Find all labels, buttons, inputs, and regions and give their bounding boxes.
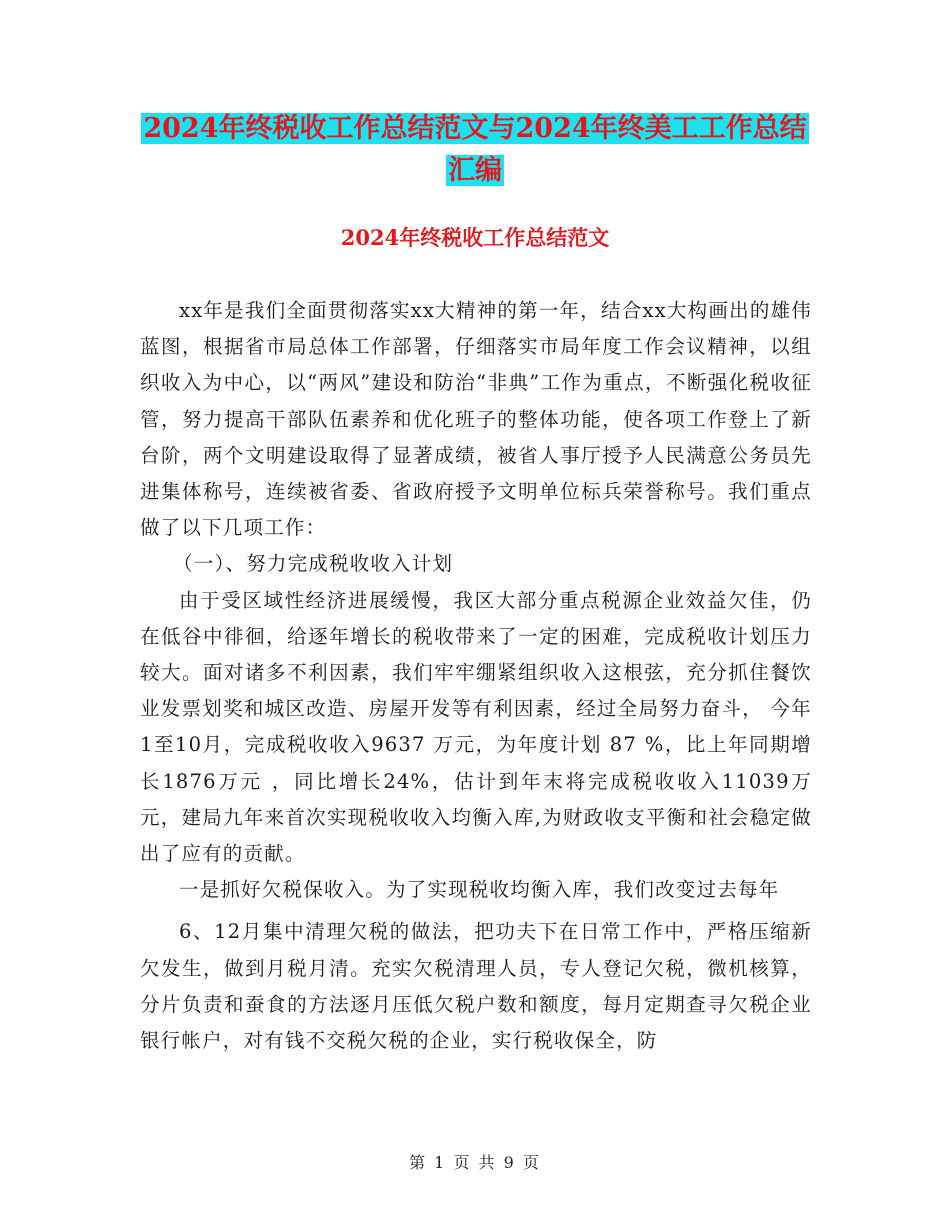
document-body (140, 293, 812, 1059)
document-title (0, 108, 950, 192)
title-line-2: 汇编 (448, 155, 502, 186)
section-title: 2024年终税收工作总结范文 (340, 225, 610, 250)
paragraph-arrears-intro: 一是抓好欠税保收入。为了实现税收均衡入库，我们改变过去每年 (179, 878, 780, 902)
paragraph-arrears-detail: 6、12月集中清理欠税的做法，把功夫下在日常工作中，严格压缩新欠发生，做到月税月清。充实欠税清理人员，专人登记欠税，微机核算，分片负责和蚕食的方法逐月压低欠税户数和额度，每月定期查寻欠税企业银行帐户，对有钱不交税欠税的企业，实行税收保全，防 (140, 920, 812, 1053)
title-line-1: 2024年终税收工作总结范文与2024年终美工工作总结 (143, 113, 807, 144)
paragraph-subheading: （一）、努力完成税收收入计划 (173, 552, 454, 576)
paragraph-intro: xx年是我们全面贯彻落实xx大精神的第一年，结合xx大构画出的雄伟蓝图，根据省市局总体工作部署，仔细落实市局年度工作会议精神，以组织收入为中心，以“两风”建设和防治“非典”工作为重点，不断强化税收征管，努力提高干部队伍素养和优化班子的整体功能，使各项工作登上了新台阶，两个文明建设取得了显著成绩，被省人事厅授予人民满意公务员先进集体称号，连续被省委、省政府授予文明单位标兵荣誉称号。我们重点做了以下几项工作： (140, 299, 812, 540)
paragraph-revenue: 由于受区域性经济进展缓慢，我区大部分重点税源企业效益欠佳，仍在低谷中徘徊，给逐年增长的税收带来了一定的困难，完成税收计划压力较大。面对诸多不利因素，我们牢牢绷紧组织收入这根弦，充分抓住餐饮业发票划奖和城区改造、房屋开发等有利因素，经过全局努力奋斗， 今年1至10月，完成税收收入9637 万元，为年度计划 87 %，比上年同期增长1876万元 ，同比增长24%，估计到年末将完成税收收入11039万元，建局九年来首次实现税收收入均衡入库,为财政收支平衡和社会稳定做出了应有的贡献。 (140, 588, 812, 866)
page-footer: 第 1 页 共 9 页 (409, 1153, 541, 1172)
